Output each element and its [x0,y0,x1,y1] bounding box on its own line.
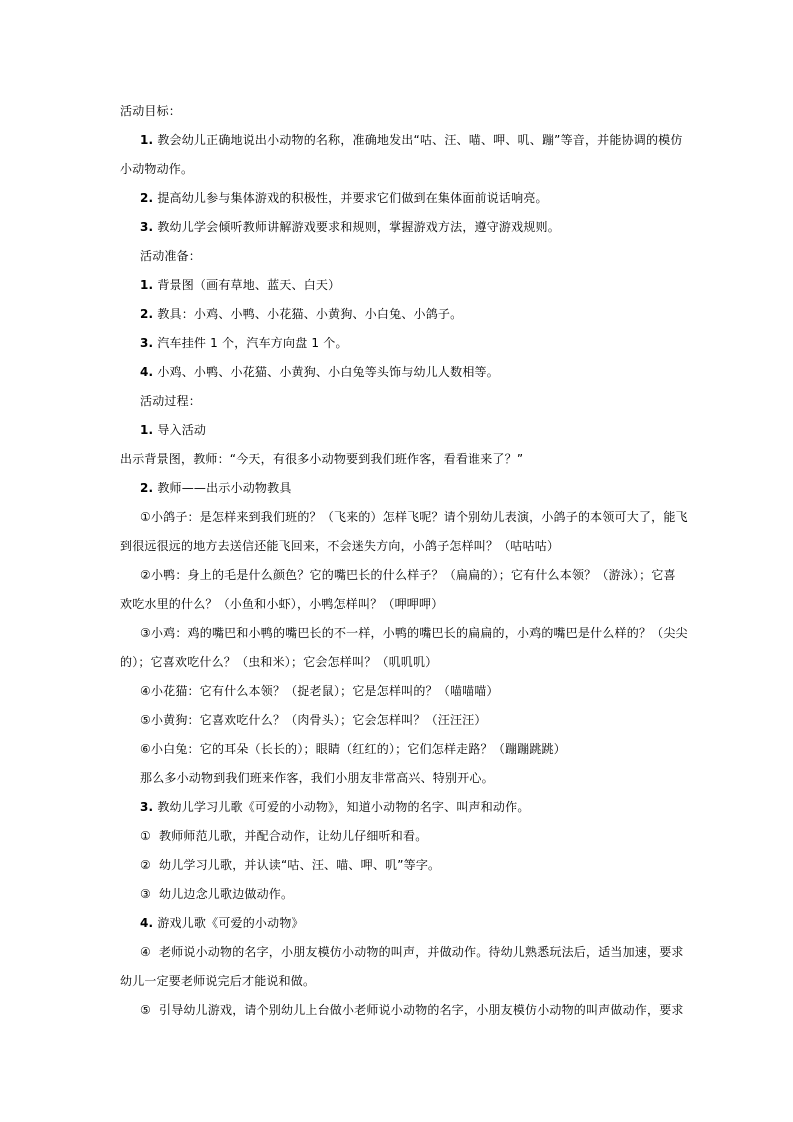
prep-item-4: 4. 小鸡、小鸭、小花猫、小黄狗、小白兔等头饰与幼儿人数相等。 [140,365,499,379]
prep-item-2: 2. 教具：小鸡、小鸭、小花猫、小黄狗、小白兔、小鸽子。 [140,307,463,321]
step-4-sub-4: ④ 老师说小动物的名字，小朋友模仿小动物的叫声，并做动作。待幼儿熟悉玩法后，适当加速，要求 [140,945,684,959]
animal-cat: ④小花猫：它有什么本领？（捉老鼠）；它是怎样叫的？（喵喵喵） [140,684,499,698]
goal-item-1-continued: 小动物动作。 [120,162,194,176]
prep-item-3: 3. 汽车挂件 1 个，汽车方向盘 1 个。 [140,336,348,350]
process-summary: 那么多小动物到我们班来作客，我们小朋友非常高兴、特别开心。 [140,771,494,785]
goal-item-1: 1. 教会幼儿正确地说出小动物的名称，准确地发出“咕、汪、喵、呷、叽、蹦”等音，并能协调的模仿 [140,133,683,147]
step-3-sub-3: ③ 幼儿边念儿歌边做动作。 [140,887,294,901]
goal-item-2: 2. 提高幼儿参与集体游戏的积极性，并要求它们做到在集体面前说话响亮。 [140,191,548,205]
animal-dog: ⑤小黄狗：它喜欢吃什么？（肉骨头）；它会怎样叫？（汪汪汪） [140,713,487,727]
animal-chick-continued: 的）；它喜欢吃什么？（虫和米）；它会怎样叫？（叽叽叽） [120,655,438,669]
section-heading-process: 活动过程： [140,394,202,408]
process-step-1-text: 出示背景图，教师：“今天，有很多小动物要到我们班作客，看看谁来了？” [120,452,524,466]
prep-item-1: 1. 背景图（画有草地、蓝天、白天） [140,278,341,292]
process-step-3: 3. 教幼儿学习儿歌《可爱的小动物》，知道小动物的名字、叫声和动作。 [140,800,530,814]
process-step-4: 4. 游戏儿歌《可爱的小动物》 [140,916,304,930]
process-step-2: 2. 教师——出示小动物教具 [140,481,292,495]
goal-item-3: 3. 教幼儿学会倾听教师讲解游戏要求和规则，掌握游戏方法，遵守游戏规则。 [140,220,560,234]
step-4-sub-4-continued: 幼儿一定要老师说完后才能说和做。 [120,974,316,988]
animal-rabbit: ⑥小白兔：它的耳朵（长长的）；眼睛（红红的）；它们怎样走路？（蹦蹦跳跳） [140,742,566,756]
animal-pigeon-continued: 到很远很远的地方去送信还能飞回来，不会迷失方向，小鸽子怎样叫？（咕咕咕） [120,539,560,553]
step-4-sub-5: ⑤ 引导幼儿游戏，请个别幼儿上台做小老师说小动物的名字，小朋友模仿小动物的叫声做动作，要求 [140,1003,684,1017]
animal-pigeon: ①小鸽子：是怎样来到我们班的？（飞来的）怎样飞呢？请个别幼儿表演，小鸽子的本领可大了，能飞 [140,510,688,524]
step-3-sub-1: ① 教师师范儿歌，并配合动作，让幼儿仔细听和看。 [140,829,428,843]
animal-duck-continued: 欢吃水里的什么？（小鱼和小虾），小鸭怎样叫？（呷呷呷） [120,597,444,611]
section-heading-goals: 活动目标： [120,104,182,118]
animal-duck: ②小鸭：身上的毛是什么颜色？它的嘴巴长的什么样子？（扁扁的）；它有什么本领？（游泳）；它喜 [140,568,676,582]
animal-chick: ③小鸡：鸡的嘴巴和小鸭的嘴巴长的不一样，小鸭的嘴巴长的扁扁的，小鸡的嘴巴是什么样的？（尖尖 [140,626,688,640]
step-3-sub-2: ② 幼儿学习儿歌，并认读“咕、汪、喵、呷、叽”等字。 [140,858,441,872]
process-step-1: 1. 导入活动 [140,423,207,437]
section-heading-preparation: 活动准备： [140,249,202,263]
